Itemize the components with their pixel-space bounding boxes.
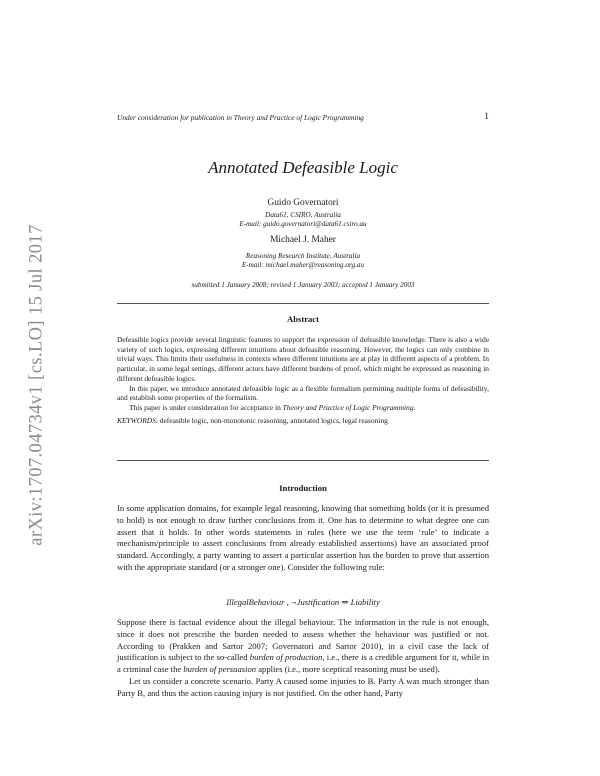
- arxiv-identifier[interactable]: arXiv:1707.04734v1 [cs.LO] 15 Jul 2017: [26, 224, 47, 546]
- author-name: Guido Governatori: [267, 198, 339, 208]
- running-head: Under consideration for publication in Theory and Practice of Logic Programming: [117, 113, 364, 122]
- keywords-line: [117, 416, 489, 426]
- rule-formula: IllegalBehaviour , ¬Justification ⇒ Liability: [226, 597, 380, 607]
- page-number: 1: [484, 112, 489, 122]
- emphasis: burden of persuasion: [183, 664, 257, 675]
- text-run: Suppose there is factual evidence about the illegal behaviour. The information in the rule is not enough, since it does not prescribe the burden needed to assess whether the behaviour was justified or not. According to (Prakken and Sartor 2007; Governatori and Sartor 2010), in a civil case the lack of justification is subject to the so-called: [117, 617, 489, 663]
- author-name: Michael J. Maher: [270, 235, 336, 245]
- divider: [117, 460, 489, 461]
- submission-dates: submitted 1 January 2008; revised 1 January 2003; accepted 1 January 2003: [191, 281, 415, 289]
- divider: [117, 303, 489, 304]
- journal-name: Theory and Practice of Logic Programming: [282, 402, 414, 412]
- keywords-text: : defeasible logic, non-monotonic reasoning, annotated logics, legal reasoning: [155, 415, 388, 425]
- section-heading: Introduction: [279, 483, 327, 493]
- author-email[interactable]: E-mail: guido.governatori@data61.csiro.au: [239, 220, 367, 228]
- paper-title: Annotated Defeasible Logic: [208, 158, 398, 177]
- running-header: [117, 113, 489, 127]
- abstract-paragraph: [117, 403, 489, 413]
- body-paragraph: [117, 617, 489, 676]
- author-affiliation: Data61, CSIRO, Australia: [265, 211, 341, 219]
- text-run: This paper is under consideration for acceptance in: [129, 402, 283, 412]
- text-run: .: [413, 402, 416, 412]
- text-run: , i.e., there is a credible argument for it, while in a criminal case the: [117, 652, 489, 675]
- abstract-paragraph: Defeasible logics provide several linguistic features to support the expression of defeasible knowledge. There is also a wide variety of such logics, expressing different intuitions about defeasible reasoning. However, the logics can only combine in trivial ways. This limits their usefulness in contexts where different intuitions are at play in different aspects of a problem. In particular, in some legal settings, different actors have different burdens of proof, which might be expressed as reasoning in different defeasible logics.: [117, 335, 489, 383]
- body-paragraph: Let us consider a concrete scenario. Party A caused some injuries to B. Party A was much stronger than Party B, and thus the action causing injury is not justified. On the other hand, Party: [117, 675, 489, 698]
- keywords-label: KEYWORDS: [117, 415, 156, 425]
- section-body: [117, 503, 489, 574]
- abstract-paragraph: In this paper, we introduce annotated defeasible logic as a flexible formalism permitting multiple forms of defeasibility, and establish some properties of the formalism.: [117, 383, 489, 403]
- emphasis: burden of production: [249, 652, 323, 663]
- body-paragraph: In some application domains, for example legal reasoning, knowing that something holds (or it is presumed to hold) is not enough to draw further conclusions from it. One has to determine to what degree one can assert that it holds. In other words statements in rules (here we use the term ‘rule’ to indicate a mechanism/principle to assert conclusions from already established assertions) have an associated proof standard. Accordingly, a party wanting to assert a particular assertion has the burden to prove that assertion with the appropriate standard (or a stronger one). Consider the following rule:: [117, 503, 489, 572]
- text-run: applies (i.e., more sceptical reasoning must be used).: [256, 664, 440, 675]
- author-affiliation: Reasoning Research Institute, Australia: [245, 252, 361, 260]
- abstract-body: [117, 335, 489, 425]
- author-email[interactable]: E-mail: michael.maher@reasoning.org.au: [241, 261, 365, 269]
- arxiv-stamp: [27, 200, 47, 570]
- section-body: [117, 617, 489, 700]
- abstract-heading: Abstract: [287, 314, 319, 324]
